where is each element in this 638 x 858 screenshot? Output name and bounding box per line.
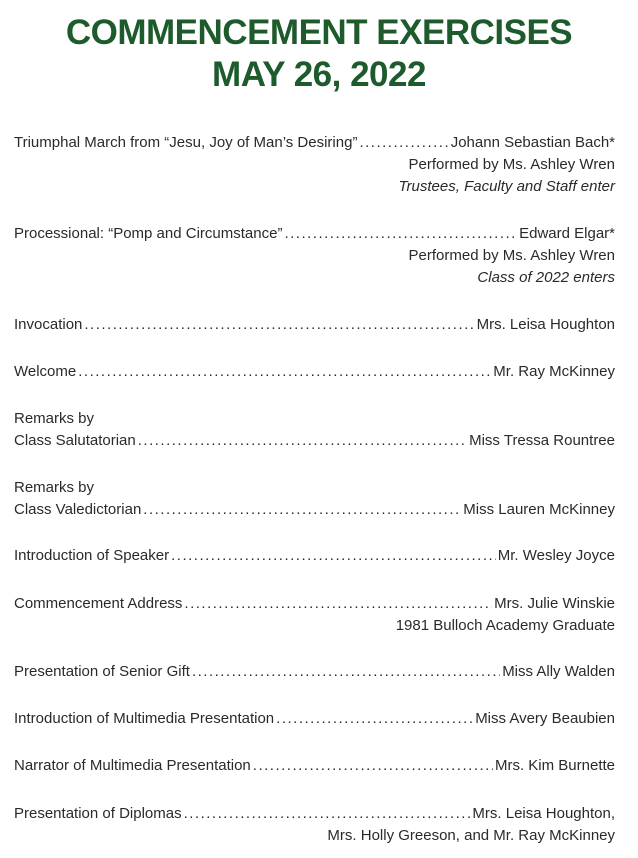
leader-dots [253, 755, 493, 777]
item-note: Class of 2022 enters [477, 269, 615, 286]
item-label: Commencement Address [14, 595, 183, 612]
item-performer: Mrs. Leisa Houghton [476, 316, 615, 333]
item-performer: Miss Lauren McKinney [463, 501, 615, 518]
program-item-introduction-speaker [14, 545, 615, 567]
program-item-salutatorian [14, 408, 615, 452]
item-label: Introduction of Speaker [14, 547, 170, 564]
item-pre-label: Remarks by [14, 410, 95, 427]
item-label: Triumphal March from “Jesu, Joy of Man’s Desiring” [14, 134, 358, 151]
title-line-1: COMMENCEMENT EXERCISES [65, 13, 573, 52]
item-performer: Edward Elgar* [519, 225, 615, 242]
leader-dots [184, 593, 492, 615]
program-item-commencement-address [14, 593, 615, 637]
program-item-invocation [14, 314, 615, 336]
item-label: Presentation of Diplomas [14, 805, 182, 822]
item-label: Class Valedictorian [14, 501, 142, 518]
leader-dots [276, 708, 473, 730]
leader-dots [171, 545, 496, 567]
item-performer: Miss Avery Beaubien [475, 710, 615, 727]
leader-dots [84, 314, 474, 336]
leader-dots [78, 361, 491, 383]
leader-dots [359, 132, 448, 154]
program-item-narrator-multimedia [14, 755, 615, 777]
title-line-2: MAY 26, 2022 [212, 55, 426, 94]
program-item-intro-multimedia [14, 708, 615, 730]
item-label: Presentation of Senior Gift [14, 663, 190, 680]
leader-dots [143, 499, 461, 521]
leader-dots [192, 661, 500, 683]
item-performer: Mrs. Kim Burnette [494, 757, 615, 774]
program-item-welcome [14, 361, 615, 383]
item-performer: Mrs. Julie Winskie [494, 595, 615, 612]
program-item-diplomas [14, 803, 615, 847]
item-performer: Mrs. Leisa Houghton, [472, 805, 615, 822]
leader-dots [284, 223, 517, 245]
item-label: Invocation [14, 316, 83, 333]
program-item-senior-gift [14, 661, 615, 683]
item-label: Narrator of Multimedia Presentation [14, 757, 251, 774]
leader-dots [184, 803, 471, 825]
item-performer: Miss Tressa Rountree [469, 432, 615, 449]
item-note: Trustees, Faculty and Staff enter [398, 178, 615, 195]
leader-dots [138, 430, 467, 452]
program-item-triumphal-march [14, 132, 615, 198]
item-label: Welcome [14, 363, 77, 380]
item-subtitle: Mrs. Holly Greeson, and Mr. Ray McKinney [327, 827, 615, 844]
item-performer: Miss Ally Walden [502, 663, 615, 680]
item-subtitle: 1981 Bulloch Academy Graduate [395, 617, 615, 634]
item-label: Class Salutatorian [14, 432, 136, 449]
item-performer: Mr. Ray McKinney [493, 363, 615, 380]
item-performer: Johann Sebastian Bach* [450, 134, 615, 151]
item-pre-label: Remarks by [14, 479, 95, 496]
item-label: Introduction of Multimedia Presentation [14, 710, 275, 727]
item-performed-by: Performed by Ms. Ashley Wren [408, 247, 615, 264]
program-item-valedictorian [14, 477, 615, 521]
item-label: Processional: “Pomp and Circumstance” [14, 225, 283, 242]
item-performer: Mr. Wesley Joyce [497, 547, 615, 564]
program-item-processional [14, 223, 615, 289]
item-performed-by: Performed by Ms. Ashley Wren [408, 156, 615, 173]
